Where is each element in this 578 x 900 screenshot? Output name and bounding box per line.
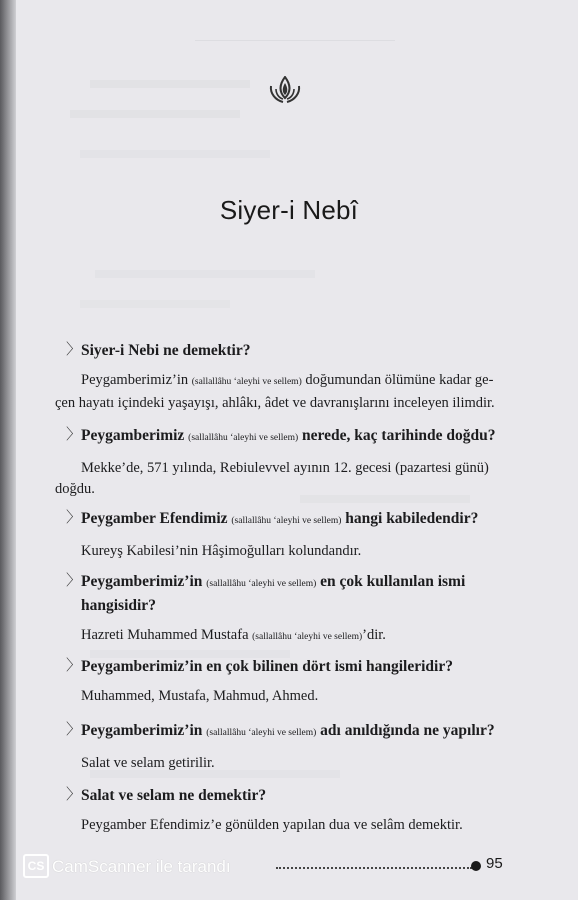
answer-line: Salat ve selam getirilir. bbox=[81, 755, 215, 771]
question bbox=[55, 656, 525, 677]
qa-item bbox=[55, 571, 525, 648]
qa-item bbox=[55, 720, 525, 774]
question-text: hangi kabiledendir? bbox=[345, 510, 479, 527]
book-spine-edge bbox=[0, 0, 16, 900]
answer bbox=[55, 458, 525, 500]
page-title: Siyer-i Nebî bbox=[219, 195, 359, 225]
chevron-right-icon: 〉 bbox=[66, 510, 82, 526]
question bbox=[55, 720, 525, 744]
qa-item bbox=[55, 340, 525, 414]
answer-line: Mekke’de, 571 yılında, Rebiulevvel ayının 12. gecesi (pazartesi günü) bbox=[81, 460, 489, 476]
question bbox=[55, 785, 525, 806]
question bbox=[55, 571, 525, 616]
chevron-right-icon: 〉 bbox=[66, 342, 82, 358]
scanner-watermark: CamScanner ile tarandı bbox=[52, 857, 231, 876]
answer-line: Kureyş Kabilesi’nin Hâşimoğulları kolundandır. bbox=[81, 543, 362, 559]
question-text: Peygamber Efendimiz bbox=[81, 510, 228, 527]
honorific: (sallallâhu ‘aleyhi ve sellem) bbox=[206, 728, 317, 738]
question-text: Peygamberimiz bbox=[81, 427, 185, 444]
ornament-icon bbox=[267, 76, 303, 106]
qa-item bbox=[55, 508, 525, 562]
question-text: Peygamberimiz’in bbox=[81, 573, 203, 590]
honorific: (sallallâhu ‘aleyhi ve sellem) bbox=[188, 433, 299, 443]
footer-dotted-rule bbox=[276, 867, 472, 869]
qa-item bbox=[55, 656, 525, 707]
chevron-right-icon: 〉 bbox=[66, 722, 82, 738]
answer bbox=[55, 625, 525, 648]
chevron-right-icon: 〉 bbox=[66, 427, 82, 443]
question bbox=[55, 340, 525, 361]
page-number: 95 bbox=[486, 855, 503, 872]
footer-bullet bbox=[471, 861, 481, 871]
answer-line: doğdu. bbox=[55, 481, 95, 497]
question-text: Peygamberimiz’in bbox=[81, 722, 203, 739]
question-text: adı anıldığında ne yapılır? bbox=[320, 722, 495, 739]
qa-item bbox=[55, 785, 525, 836]
question bbox=[55, 425, 525, 449]
chevron-right-icon: 〉 bbox=[66, 573, 82, 589]
honorific: (sallallâhu ‘aleyhi ve sellem) bbox=[231, 516, 342, 526]
answer-line: Peygamberimiz’in (sallallâhu ‘aleyhi ve sellem) doğumundan ölümüne kadar ge- bbox=[81, 372, 494, 388]
chevron-right-icon: 〉 bbox=[66, 658, 82, 674]
answer bbox=[55, 541, 525, 562]
question-text: Siyer-i Nebi ne demektir? bbox=[81, 342, 251, 359]
question-text: nerede, kaç tarihinde doğdu? bbox=[302, 427, 496, 444]
question bbox=[55, 508, 525, 532]
chevron-right-icon: 〉 bbox=[66, 787, 82, 803]
answer-line: Hazreti Muhammed Mustafa (sallallâhu ‘aleyhi ve sellem)’dir. bbox=[81, 627, 386, 643]
question-text: en çok kullanılan ismi hangisidir? bbox=[81, 573, 466, 614]
honorific: (sallallâhu ‘aleyhi ve sellem) bbox=[206, 579, 317, 589]
answer-line: Peygamber Efendimiz’e gönülden yapılan dua ve selâm demektir. bbox=[81, 817, 463, 833]
answer-line: çen hayatı içindeki yaşayışı, ahlâkı, âdet ve davranışlarını inceleyen ilimdir. bbox=[55, 395, 495, 411]
answer bbox=[55, 686, 525, 707]
answer bbox=[55, 753, 525, 774]
question-text: Salat ve selam ne demektir? bbox=[81, 787, 267, 804]
answer bbox=[55, 815, 525, 836]
answer-line: Muhammed, Mustafa, Mahmud, Ahmed. bbox=[81, 688, 319, 704]
answer bbox=[55, 370, 525, 414]
question-text: Peygamberimiz’in en çok bilinen dört ismi hangileridir? bbox=[81, 658, 453, 675]
camscanner-logo-icon: CS bbox=[23, 854, 49, 878]
qa-item bbox=[55, 425, 525, 500]
